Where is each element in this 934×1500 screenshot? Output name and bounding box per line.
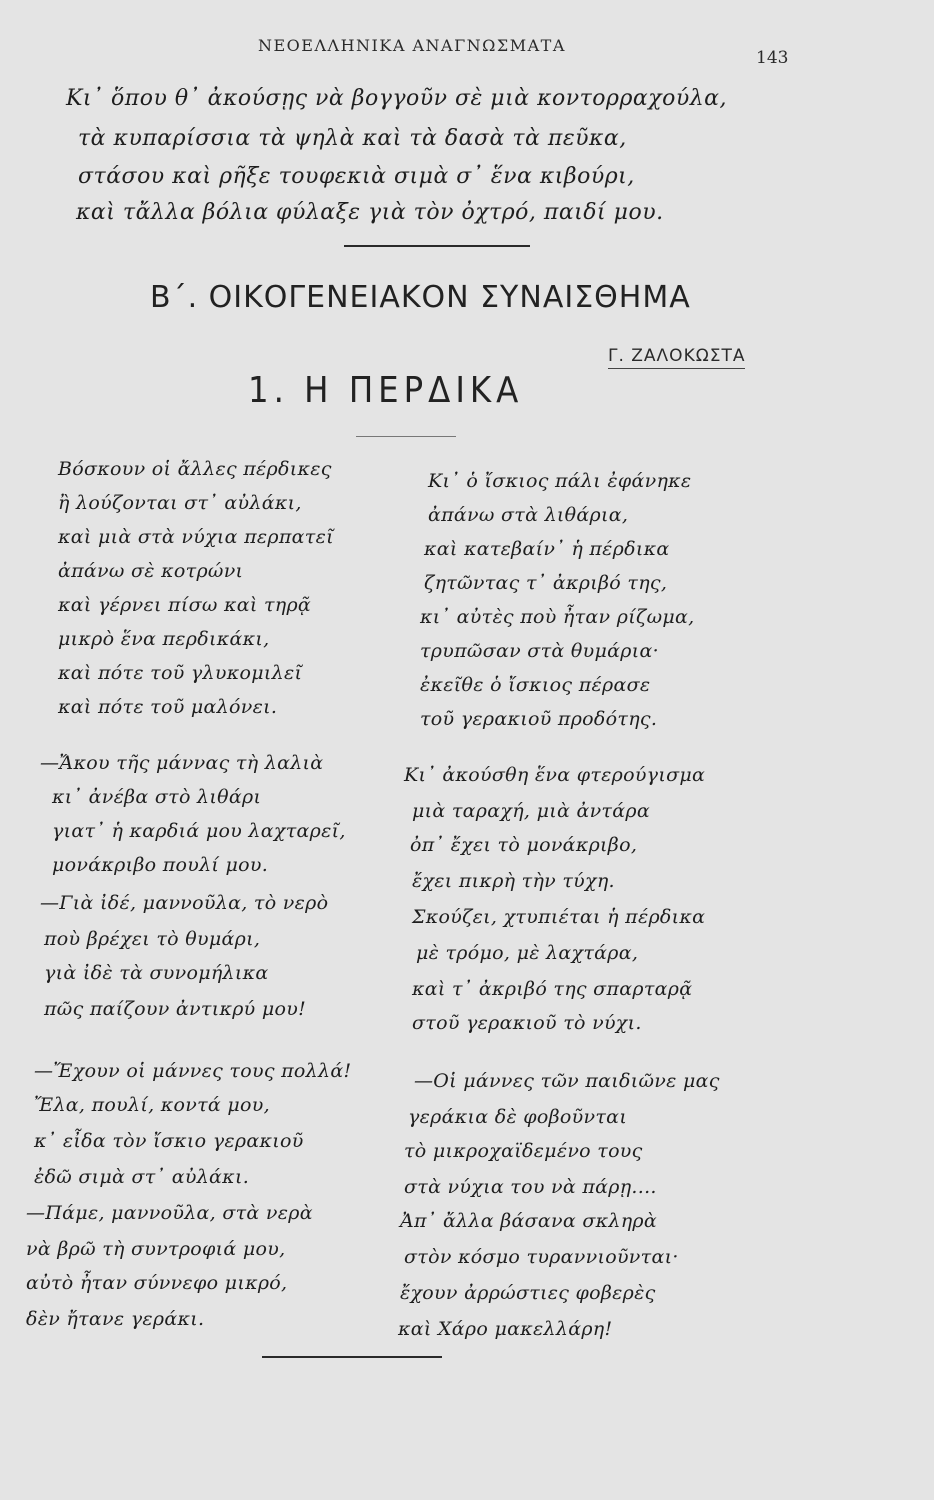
poem-line-left: πῶς παίζουν ἀντικρύ μου!: [44, 998, 307, 1020]
poem-line-left: καὶ μιὰ στὰ νύχια περπατεῖ: [58, 526, 334, 548]
poem-line-right: ὀπ᾽ ἔχει τὸ μονάκριβο,: [410, 834, 638, 856]
poem-line-left: νὰ βρῶ τὴ συντροφιά μου,: [26, 1238, 286, 1260]
poem-line-left: καὶ πότε τοῦ μαλόνει.: [58, 696, 278, 718]
poem-line-left: γιατ᾽ ἡ καρδιά μου λαχταρεῖ,: [52, 820, 346, 842]
poem-line-right: γεράκια δὲ φοβοῦνται: [408, 1106, 628, 1128]
poem-line-right: Σκούζει, χτυπιέται ἡ πέρδικα: [412, 906, 706, 928]
poem-line-left: Βόσκουν οἱ ἄλλες πέρδικες: [58, 458, 332, 480]
poem-line-right: —Οἱ μάννες τῶν παιδιῶνε μας: [414, 1070, 720, 1092]
poem-line-right: ἐκεῖθε ὁ ἴσκιος πέρασε: [420, 674, 651, 696]
poem-line-left: ποὺ βρέχει τὸ θυμάρι,: [44, 928, 261, 950]
running-title: ΝΕΟΕΛΛΗΝΙΚΑ ΑΝΑΓΝΩΣΜΑΤΑ: [258, 36, 566, 55]
intro-line: Κι᾽ ὅπου θ᾽ ἀκούσῃς νὰ βογγοῦν σὲ μιὰ κοντορραχούλα,: [66, 86, 728, 111]
poem-line-right: Ἀπ᾽ ἄλλα βάσανα σκληρὰ: [400, 1210, 658, 1232]
poem-line-left: ἀπάνω σὲ κοτρώνι: [58, 560, 244, 582]
section-divider: [344, 245, 530, 247]
poem-line-left: γιὰ ἰδὲ τὰ συνομήλικα: [44, 962, 269, 984]
page-number: 143: [756, 48, 789, 68]
poem-line-right: στοῦ γερακιοῦ τὸ νύχι.: [412, 1012, 642, 1034]
poem-line-left: αὐτὸ ἦταν σύννεφο μικρό,: [26, 1272, 288, 1294]
poem-line-right: ἔχει πικρὴ τὴν τύχη.: [412, 870, 615, 892]
end-divider: [262, 1356, 442, 1358]
poem-line-right: κι᾽ αὐτὲς ποὺ ἦταν ρίζωμα,: [420, 606, 695, 628]
poem-title: 1. Η ΠΕΡΔΙΚΑ: [248, 370, 524, 411]
poem-line-right: στὰ νύχια του νὰ πάρῃ....: [404, 1176, 657, 1198]
poem-line-left: καὶ πότε τοῦ γλυκομιλεῖ: [58, 662, 303, 684]
poem-line-left: —Ἔχουν οἱ μάννες τους πολλά!: [34, 1060, 352, 1082]
intro-line: στάσου καὶ ρῆξε τουφεκιὰ σιμὰ σ᾽ ἕνα κιβούρι,: [78, 164, 635, 189]
poem-line-right: Κι᾽ ὁ ἴσκιος πάλι ἐφάνηκε: [428, 470, 692, 492]
poem-line-right: μὲ τρόμο, μὲ λαχτάρα,: [416, 942, 639, 964]
intro-line: καὶ τἄλλα βόλια φύλαξε γιὰ τὸν ὀχτρό, παιδί μου.: [76, 200, 664, 225]
poem-line-left: μικρὸ ἕνα περδικάκι,: [58, 628, 270, 650]
poem-line-left: καὶ γέρνει πίσω καὶ τηρᾷ: [58, 594, 312, 616]
section-title: Β΄. ΟΙΚΟΓΕΝΕΙΑΚΟΝ ΣΥΝΑΙΣΘΗΜΑ: [150, 280, 691, 315]
poem-author: Γ. ΖΑΛΟΚΩΣΤΑ: [608, 346, 745, 369]
poem-line-right: ζητῶντας τ᾽ ἀκριβό της,: [424, 572, 668, 594]
poem-line-right: Κι᾽ ἀκούσθη ἕνα φτερούγισμα: [404, 764, 706, 786]
poem-line-right: τοῦ γερακιοῦ προδότης.: [420, 708, 658, 730]
poem-line-left: Ἔλα, πουλί, κοντά μου,: [34, 1094, 270, 1116]
poem-line-right: ἔχουν ἀρρώστιες φοβερὲς: [400, 1282, 656, 1304]
poem-line-right: ἀπάνω στὰ λιθάρια,: [428, 504, 629, 526]
title-divider: [356, 436, 456, 437]
poem-line-right: τρυπῶσαν στὰ θυμάρια·: [420, 640, 659, 662]
poem-line-left: ἐδῶ σιμὰ στ᾽ αὐλάκι.: [34, 1166, 250, 1188]
poem-line-right: καὶ Χάρο μακελλάρη!: [398, 1318, 613, 1340]
poem-line-left: —Ἄκου τῆς μάννας τὴ λαλιὰ: [40, 752, 324, 774]
intro-line: τὰ κυπαρίσσια τὰ ψηλὰ καὶ τὰ δασὰ τὰ πεῦκα,: [78, 126, 627, 151]
poem-line-left: —Γιὰ ἰδέ, μαννοῦλα, τὸ νερὸ: [40, 892, 329, 914]
poem-line-left: κι᾽ ἀνέβα στὸ λιθάρι: [52, 786, 262, 808]
poem-line-left: δὲν ἤτανε γεράκι.: [26, 1308, 205, 1330]
poem-line-right: καὶ κατεβαίν᾽ ἡ πέρδικα: [424, 538, 670, 560]
poem-line-right: στὸν κόσμο τυραννιοῦνται·: [404, 1246, 679, 1268]
poem-line-right: τὸ μικροχαϊδεμένο τους: [404, 1140, 643, 1162]
poem-line-left: μονάκριβο πουλί μου.: [52, 854, 269, 876]
poem-line-left: ἢ λούζονται στ᾽ αὐλάκι,: [58, 492, 302, 514]
poem-line-right: καὶ τ᾽ ἀκριβό της σπαρταρᾷ: [412, 978, 693, 1000]
poem-line-left: κ᾽ εἶδα τὸν ἴσκιο γερακιοῦ: [34, 1130, 304, 1152]
poem-line-left: —Πάμε, μαννοῦλα, στὰ νερὰ: [26, 1202, 313, 1224]
poem-line-right: μιὰ ταραχή, μιὰ ἀντάρα: [412, 800, 650, 822]
